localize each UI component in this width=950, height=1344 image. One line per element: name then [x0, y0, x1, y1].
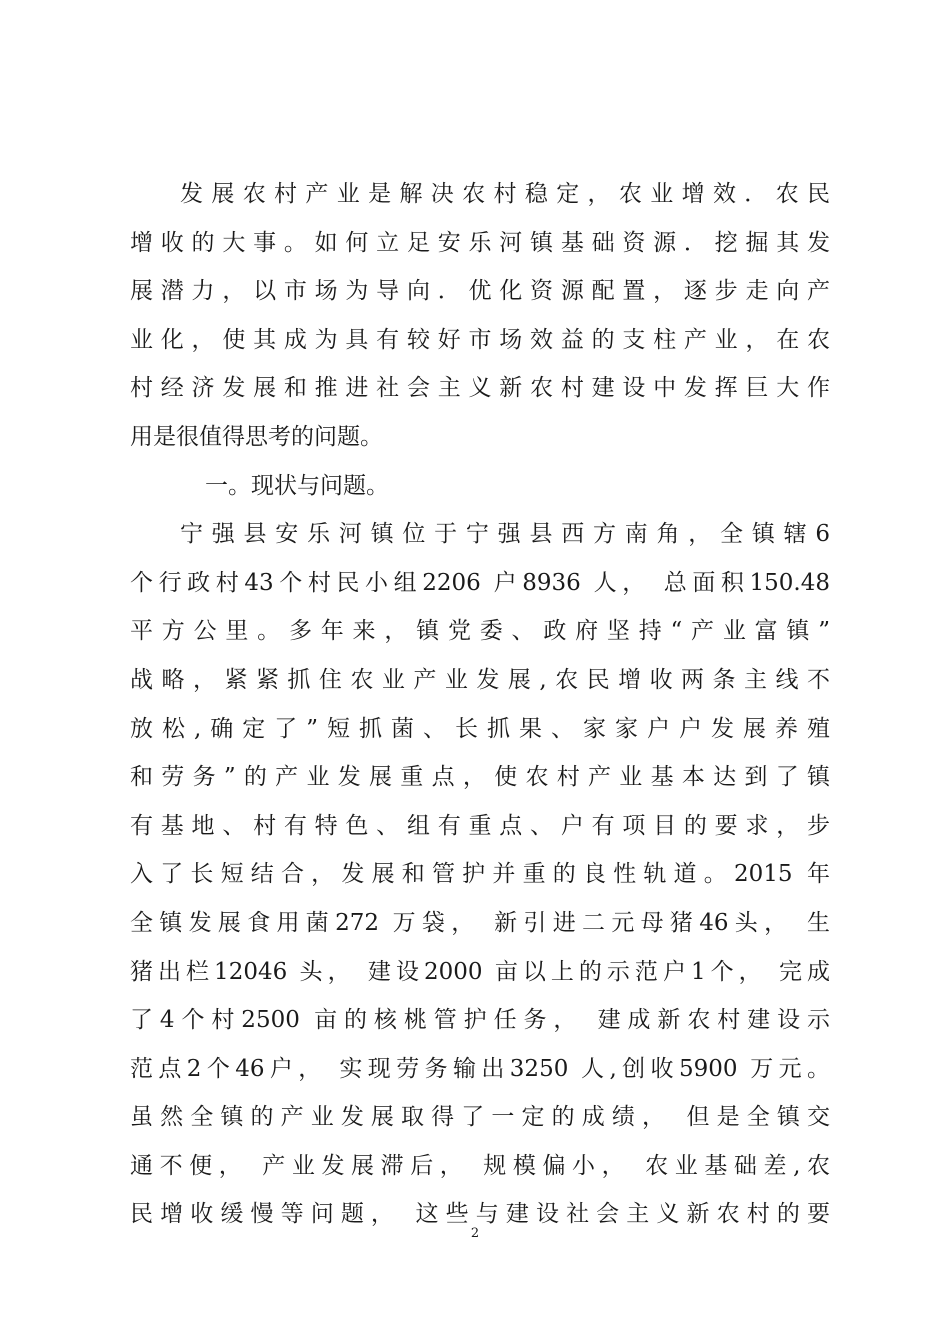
paragraph-line: 宁强县安乐河镇位于宁强县西方南角，全镇辖6 [180, 521, 830, 548]
paragraph-line: 用是很值得思考的问题。 [130, 423, 383, 450]
paragraph-line: 平方公里。多年来，镇党委、政府坚持“产业富镇” [130, 618, 830, 645]
paragraph-line: 业化，使其成为具有较好市场效益的支柱产业，在农 [130, 326, 830, 353]
paragraph-line: 发展农村产业是解决农村稳定，农业增效．农民 [180, 181, 830, 207]
paragraph-line: 有基地、村有特色、组有重点、户有项目的要求，步 [130, 812, 830, 839]
paragraph-line: 个行政村43个村民小组2206 户8936 人， 总面积150.48 [130, 569, 830, 596]
paragraph-line: 和劳务”的产业发展重点，使农村产业基本达到了镇 [130, 764, 830, 791]
paragraph-line: 了4个村2500 亩的核桃管护任务， 建成新农村建设示 [130, 1007, 830, 1034]
paragraph-line: 战略，紧紧抓住农业产业发展,农民增收两条主线不 [130, 666, 830, 693]
paragraph-line: 入了长短结合，发展和管护并重的良性轨道。2015 年 [130, 861, 830, 888]
paragraph-line: 放松,确定了”短抓菌、长抓果、家家户户发展养殖 [130, 715, 830, 742]
paragraph-line: 通不便， 产业发展滞后， 规模偏小， 农业基础差,农 [130, 1152, 830, 1179]
paragraph-line: 村经济发展和推进社会主义新农村建设中发挥巨大作 [130, 375, 830, 402]
paragraph-line: 全镇发展食用菌272 万袋， 新引进二元母猪46头， 生 [130, 909, 830, 936]
paragraph-line: 范点2个46户， 实现劳务输出3250 人,创收5900 万元。 [130, 1055, 830, 1082]
body-text [130, 170, 830, 1239]
section-heading: 一。现状与问题。 [205, 472, 389, 499]
paragraph-line: 民增收缓慢等问题， 这些与建设社会主义新农村的要 [130, 1201, 830, 1228]
page-number: 2 [470, 1226, 480, 1241]
paragraph-line: 虽然全镇的产业发展取得了一定的成绩， 但是全镇交 [130, 1104, 830, 1131]
paragraph-line: 增收的大事。如何立足安乐河镇基础资源．挖掘其发 [130, 229, 830, 256]
paragraph-line: 猪出栏12046 头， 建设2000 亩以上的示范户1个， 完成 [130, 958, 830, 985]
paragraph-line: 展潜力，以市场为导向．优化资源配置，逐步走向产 [130, 278, 830, 305]
